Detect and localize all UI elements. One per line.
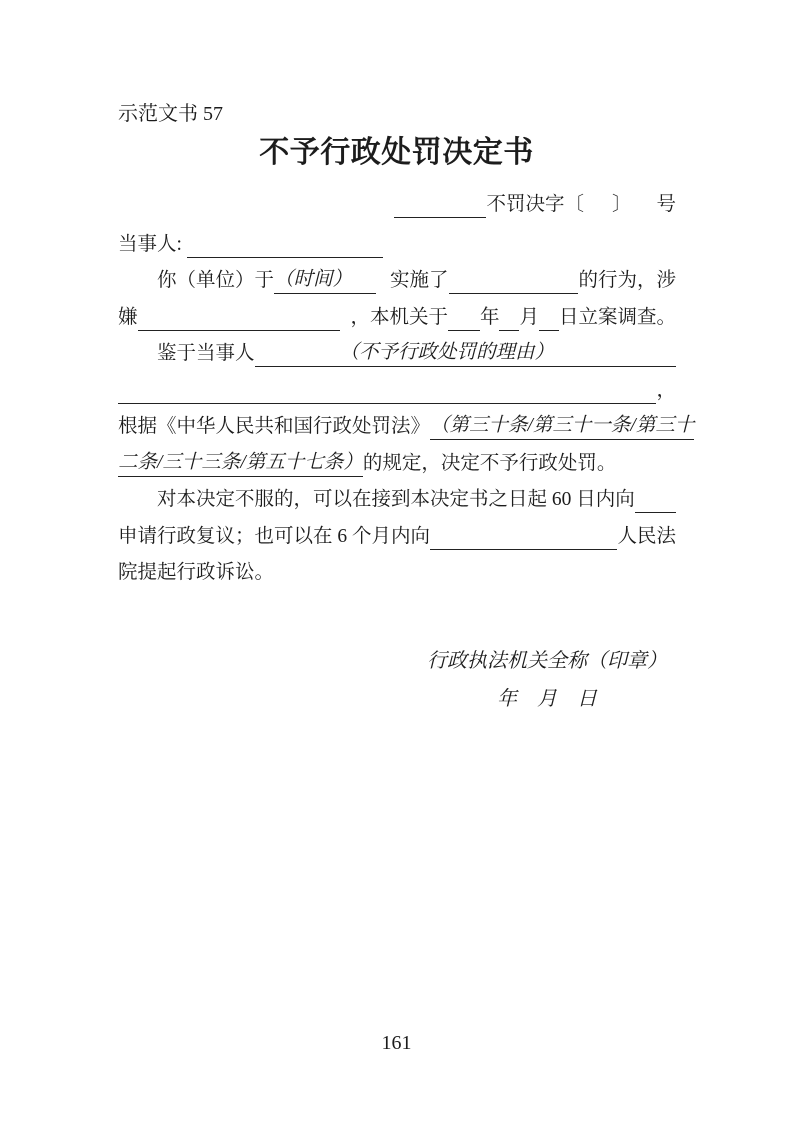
text-segment: 根据《中华人民共和国行政处罚法》 — [118, 416, 431, 437]
blank-underline — [635, 485, 676, 513]
text-segment: 院提起行政诉讼。 — [118, 562, 275, 583]
italic-underlined-segment: （时间） — [274, 266, 352, 294]
text-segment: 的行为，涉 — [578, 270, 676, 291]
text-segment: 你（单位）于 — [157, 270, 275, 291]
page-number: 161 — [381, 1032, 412, 1054]
spacer — [584, 191, 612, 218]
spacer — [631, 191, 656, 218]
blank-underline — [138, 303, 341, 331]
blank-underline — [255, 339, 340, 367]
blank-underline — [394, 190, 486, 218]
italic-underlined-segment: （第三十条/第三十一条/第三十 — [430, 412, 694, 440]
document-label: 示范文书 57 — [118, 103, 223, 125]
body-line — [118, 297, 676, 334]
body-lines — [118, 224, 695, 589]
text-segment: 申请行政复议；也可以在 6 个月内向 — [118, 525, 431, 547]
body-line — [118, 334, 676, 371]
text-segment: 嫌 — [118, 306, 138, 328]
blank-underline — [430, 522, 617, 550]
text-segment: ， — [656, 379, 676, 401]
text-segment: 的规定，决定不予行政处罚。 — [362, 452, 617, 474]
signature-date-line: 年 月 日 — [497, 688, 597, 710]
text-segment: 月 — [519, 306, 539, 328]
text-segment: 日立案调查。 — [558, 306, 676, 328]
text-segment: 鉴于当事人 — [157, 343, 255, 364]
text-segment: ，本机关于 — [350, 306, 448, 328]
blank-underline — [449, 266, 579, 294]
text-segment: 实施了 — [390, 270, 449, 291]
text-segment: 〕 — [611, 194, 632, 215]
italic-underlined-segment: 二条/三十三条/第五十七条） — [118, 449, 363, 477]
signature-block — [427, 646, 667, 714]
blank-underline — [187, 230, 383, 258]
blank-underline — [554, 339, 676, 367]
spacer — [376, 267, 390, 294]
body-line — [118, 224, 676, 261]
body-line — [118, 407, 695, 444]
text-segment: 对本决定不服的，可以在接到本决定书之日起 60 日内向 — [157, 489, 635, 510]
body-line — [118, 480, 676, 517]
text-segment: 年 — [479, 306, 500, 328]
body-line — [118, 261, 676, 298]
blank-underline — [118, 376, 656, 404]
body-line — [118, 370, 676, 407]
blank-underline — [352, 266, 376, 294]
text-segment: 当事人: — [118, 233, 187, 255]
blank-underline — [499, 303, 519, 331]
agency-seal-line: 行政执法机关全称（印章） — [427, 650, 667, 672]
doc-number-line — [118, 188, 676, 220]
italic-underlined-segment: （不予行政处罚的理由） — [340, 339, 555, 367]
text-segment: 号 — [656, 194, 676, 215]
document-title: 不予行政处罚决定书 — [259, 136, 534, 169]
spacer — [340, 304, 350, 331]
blank-underline — [539, 303, 559, 331]
body-line — [118, 553, 676, 590]
text-segment: 人民法 — [617, 525, 676, 547]
blank-underline — [448, 303, 480, 331]
body-line — [118, 443, 676, 480]
body-line — [118, 516, 676, 553]
text-segment: 不罚决字〔 — [486, 194, 584, 215]
